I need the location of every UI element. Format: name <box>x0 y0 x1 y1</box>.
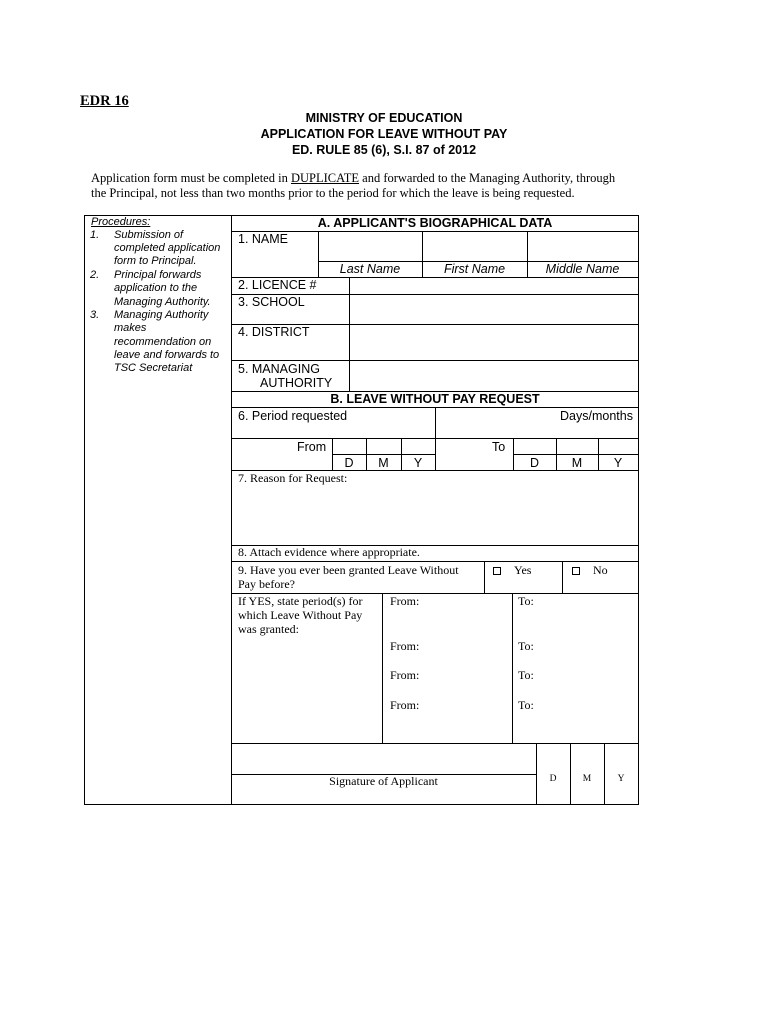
ministry-heading: MINISTRY OF EDUCATION <box>305 111 463 125</box>
signature-year-field[interactable] <box>605 745 637 773</box>
period-requested-label: 6. Period requested <box>238 409 348 423</box>
from-month-caption: M <box>378 456 389 470</box>
procedure-1-line-2: completed application <box>114 242 221 254</box>
prior-leave-question-2: Pay before? <box>238 577 295 591</box>
signature-day-field[interactable] <box>537 745 570 773</box>
from-month-field[interactable] <box>367 439 401 454</box>
procedure-3-line-1: Managing Authority <box>114 309 209 321</box>
section-a-heading: A. APPLICANT'S BIOGRAPHICAL DATA <box>317 216 553 230</box>
reason-field[interactable] <box>233 488 637 544</box>
procedure-3-line-4: leave and forwards to <box>114 349 220 361</box>
prior-to-label-1: To: <box>518 594 534 608</box>
to-day-field[interactable] <box>514 439 556 454</box>
if-yes-label-2: which Leave Without Pay <box>238 608 363 622</box>
signature-month-field[interactable] <box>571 745 604 773</box>
licence-label: 2. LICENCE # <box>238 278 317 292</box>
intro-emphasis: DUPLICATE <box>290 171 360 185</box>
managing-authority-label-2: AUTHORITY <box>260 376 333 390</box>
prior-from-label-1: From: <box>390 594 420 608</box>
no-checkbox[interactable] <box>572 567 580 575</box>
from-year-field[interactable] <box>402 439 435 454</box>
procedure-3-line-5: TSC Secretariat <box>114 362 193 374</box>
from-date-label: From <box>297 440 327 454</box>
school-label: 3. SCHOOL <box>238 295 305 309</box>
form-title: APPLICATION FOR LEAVE WITHOUT PAY <box>260 127 508 141</box>
signature-label: Signature of Applicant <box>329 774 438 788</box>
procedure-3-line-3: recommendation on <box>114 336 212 348</box>
days-months-label: Days/months <box>560 409 633 423</box>
if-yes-label-3: was granted: <box>238 622 299 636</box>
signature-field[interactable] <box>233 745 535 773</box>
procedure-2-line-3: Managing Authority. <box>114 296 211 308</box>
signature-year-caption: Y <box>617 774 625 784</box>
procedure-2-line-2: application to the <box>114 282 198 294</box>
signature-month-caption: M <box>582 774 592 784</box>
procedure-number-1: 1. <box>90 229 100 241</box>
prior-to-label-4: To: <box>518 698 534 712</box>
procedures-heading: Procedures: <box>91 216 151 228</box>
first-name-field[interactable] <box>423 232 526 260</box>
middle-name-caption: Middle Name <box>545 262 620 276</box>
intro-line-1 <box>91 171 615 185</box>
from-year-caption: Y <box>413 456 423 470</box>
last-name-caption: Last Name <box>339 262 401 276</box>
procedure-number-2: 2. <box>90 269 100 281</box>
managing-authority-label-1: 5. MANAGING <box>238 362 320 376</box>
from-day-field[interactable] <box>333 439 366 454</box>
procedure-number-3: 3. <box>90 309 100 321</box>
to-month-caption: M <box>571 456 583 470</box>
section-b-heading: B. LEAVE WITHOUT PAY REQUEST <box>330 392 540 406</box>
name-label: 1. NAME <box>238 232 289 246</box>
form-code: EDR 16 <box>80 93 129 109</box>
to-month-field[interactable] <box>557 439 598 454</box>
prior-from-label-3: From: <box>390 668 420 682</box>
intro-text-end: and forwarded to the Managing Authority, through <box>359 171 616 185</box>
procedure-1-line-1: Submission of <box>114 229 184 241</box>
to-date-label: To <box>492 440 506 454</box>
from-day-caption: D <box>344 456 354 470</box>
first-name-caption: First Name <box>443 262 506 276</box>
prior-from-label-2: From: <box>390 639 420 653</box>
if-yes-label-1: If YES, state period(s) for <box>238 594 363 608</box>
prior-to-label-2: To: <box>518 639 534 653</box>
district-field[interactable] <box>350 325 637 359</box>
school-field[interactable] <box>350 295 637 323</box>
to-day-caption: D <box>529 456 540 470</box>
intro-line-2: the Principal, not less than two months prior to the period for which the leave is being requested. <box>91 186 575 200</box>
procedure-1-line-3: form to Principal. <box>114 255 197 267</box>
prior-from-label-4: From: <box>390 698 420 712</box>
evidence-label: 8. Attach evidence where appropriate. <box>238 545 420 559</box>
reason-label: 7. Reason for Request: <box>238 471 348 485</box>
licence-field[interactable] <box>350 278 637 293</box>
prior-leave-question-1: 9. Have you ever been granted Leave Without <box>238 563 459 577</box>
managing-authority-field[interactable] <box>350 361 637 390</box>
signature-day-caption: D <box>549 774 557 784</box>
days-months-field[interactable] <box>436 422 637 437</box>
intro-text-start: Application form must be completed in <box>91 171 291 185</box>
procedure-2-line-1: Principal forwards <box>114 269 202 281</box>
no-label: No <box>593 563 608 577</box>
procedure-3-line-2: makes <box>114 322 147 334</box>
yes-label: Yes <box>514 563 532 577</box>
yes-checkbox[interactable] <box>493 567 501 575</box>
to-year-caption: Y <box>613 456 623 470</box>
rule-reference: ED. RULE 85 (6), S.I. 87 of 2012 <box>291 143 477 157</box>
prior-to-label-3: To: <box>518 668 534 682</box>
last-name-field[interactable] <box>319 232 421 260</box>
district-label: 4. DISTRICT <box>238 325 310 339</box>
middle-name-field[interactable] <box>528 232 637 260</box>
to-year-field[interactable] <box>599 439 637 454</box>
